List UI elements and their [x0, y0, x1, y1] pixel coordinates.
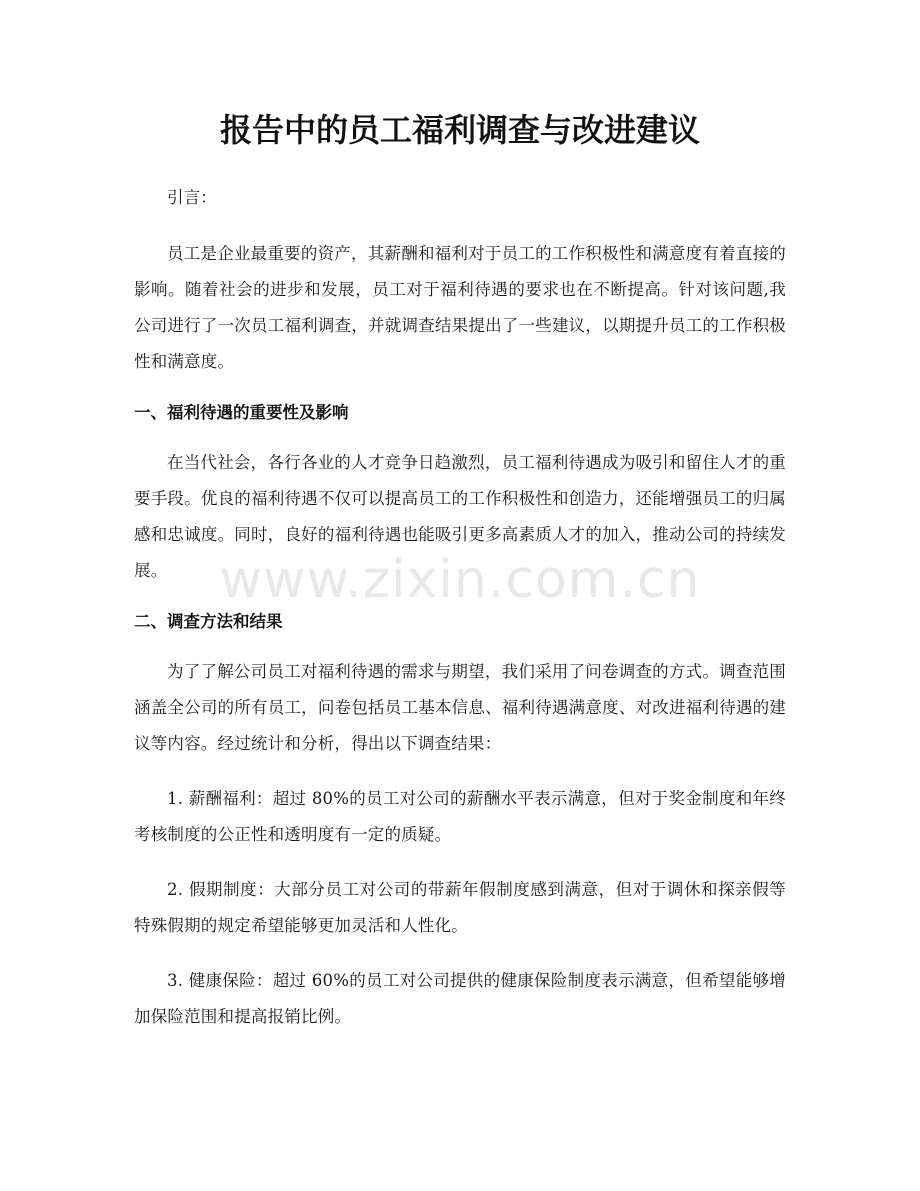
section2-paragraph: 为了了解公司员工对福利待遇的需求与期望，我们采用了问卷调查的方式。调查范围涵盖全公司的所有员工，问卷包括员工基本信息、福利待遇满意度、对改进福利待遇的建议等内容。经过统计和分析，得出以下调查结果： [134, 662, 786, 753]
survey-result-item: 1. 薪酬福利：超过 80%的员工对公司的薪酬水平表示满意，但对于奖金制度和年终考核制度的公正性和透明度有一定的质疑。 [134, 789, 786, 844]
survey-result-item: 2. 假期制度：大部分员工对公司的带薪年假制度感到满意，但对于调休和探亲假等特殊假期的规定希望能够更加灵活和人性化。 [134, 880, 786, 935]
survey-result-item: 3. 健康保险：超过 60%的员工对公司提供的健康保险制度表示满意，但希望能够增加保险范围和提高报销比例。 [134, 971, 786, 1026]
watermark-text: www.zixin.com.cn [219, 550, 701, 610]
section2-heading: 二、调查方法和结果 [134, 612, 283, 631]
document-title: 报告中的员工福利调查与改进建议 [219, 111, 700, 149]
section1-paragraph: 在当代社会，各行各业的人才竞争日趋激烈，员工福利待遇成为吸引和留住人才的重要手段。优良的福利待遇不仅可以提高员工的工作积极性和创造力，还能增强员工的归属感和忠诚度。同时，良好的福利待遇也能吸引更多高素质人才的加入，推动公司的持续发展。 [134, 453, 786, 580]
intro-paragraph: 员工是企业最重要的资产，其薪酬和福利对于员工的工作积极性和满意度有着直接的影响。随着社会的进步和发展，员工对于福利待遇的要求也在不断提高。针对该问题,我公司进行了一次员工福利调查，并就调查结果提出了一些建议，以期提升员工的工作积极性和满意度。 [134, 244, 786, 371]
intro-label: 引言： [167, 188, 218, 207]
section1-heading: 一、福利待遇的重要性及影响 [134, 403, 349, 422]
document-body [134, 180, 786, 1054]
